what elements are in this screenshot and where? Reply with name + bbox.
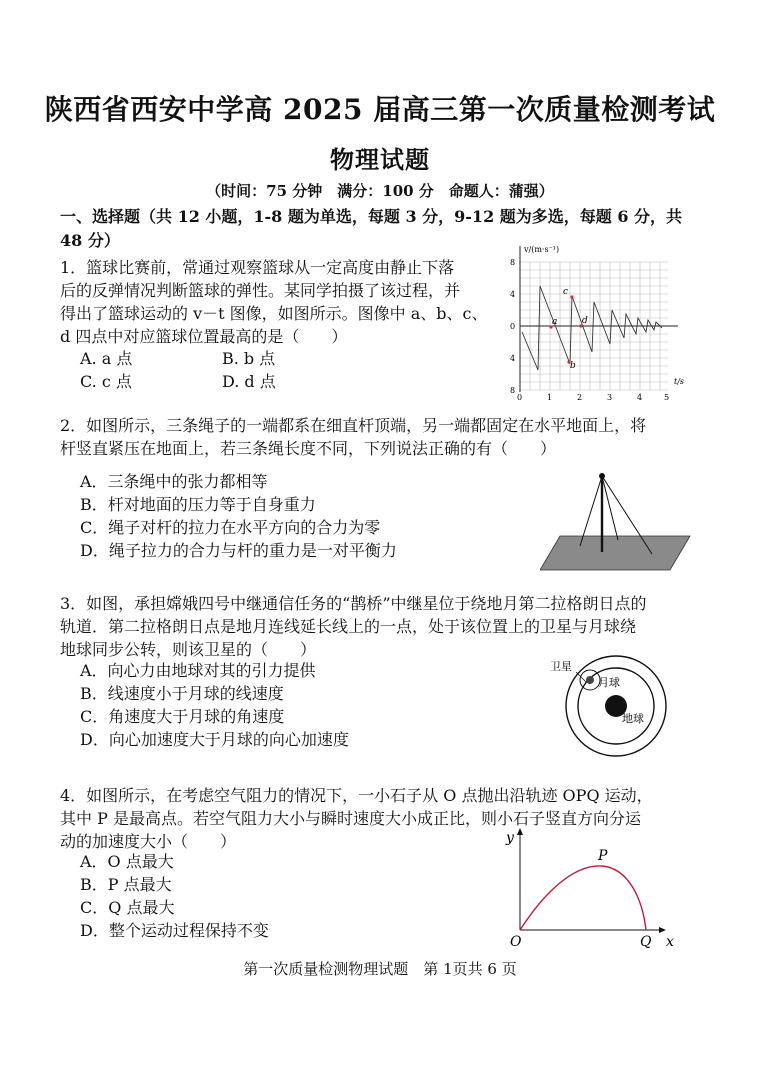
option-c[interactable]: C．Q 点最大 <box>80 898 175 917</box>
question-1 <box>60 256 487 348</box>
question-text-line: 杆竖直紧压在地面上，若三条绳长度不同，下列说法正确的有（ ） <box>60 439 557 458</box>
exam-meta: （时间：75 分钟 满分：100 分 命题人：蒲强） <box>206 182 554 200</box>
question-2 <box>60 414 646 460</box>
question-text-line: 轨道．第二拉格朗日点是地月连线延长线上的一点，处于该位置上的卫星与月球绕 <box>60 617 637 636</box>
option-d[interactable]: D．整个运动过程保持不变 <box>80 921 269 940</box>
section-heading-line: 一、选择题（共 12 小题，1-8 题为单选，每题 3 分，9-12 题为多选，每题 6 分，共 <box>60 207 683 226</box>
trajectory-curve <box>520 866 646 930</box>
graph-y-tick: 4 <box>510 354 516 363</box>
question-2-options <box>80 470 397 562</box>
question-text-line: 2．如图所示，三条绳子的一端都系在细直杆顶端，另一端都固定在水平地面上，将 <box>60 416 647 435</box>
option-a[interactable]: A. a 点 <box>80 349 133 368</box>
option-b[interactable]: B．线速度小于月球的线速度 <box>80 684 284 703</box>
question-text-line: d 四点中对应篮球位置最高的是（ ） <box>60 327 348 346</box>
page-footer: 第一次质量检测物理试题 第 1页共 6 页 <box>243 960 517 978</box>
option-d[interactable]: D．绳子拉力的合力与杆的重力是一对平衡力 <box>80 541 397 560</box>
graph-y-tick: 4 <box>510 290 516 299</box>
graph-x-tick: 0 <box>517 393 523 400</box>
graph-y-tick: 8 <box>510 258 516 267</box>
point-o-label: O <box>510 934 522 950</box>
satellite-pointer <box>576 672 586 682</box>
question-3-options <box>80 659 349 751</box>
option-c[interactable]: C．绳子对杆的拉力在水平方向的合力为零 <box>80 518 381 537</box>
question-text-line: 3．如图，承担嫦娥四号中继通信任务的“鹊桥”中继星位于绕地月第二拉格朗日点的 <box>60 594 647 613</box>
question-text-line: 后的反弹情况判断篮球的弹性。某同学拍摄了该过程，并 <box>60 281 461 300</box>
question-text-line: 1．篮球比赛前，常通过观察篮球从一定高度由静止下落 <box>60 258 455 277</box>
graph-x-tick: 1 <box>547 393 553 400</box>
question-text-line: 动的加速度大小（ ） <box>60 832 237 851</box>
y-axis-arrow <box>517 828 523 835</box>
graph-y-tick: 8 <box>510 386 516 395</box>
option-d[interactable]: D．向心加速度大于月球的向心加速度 <box>80 730 349 749</box>
question-3 <box>60 592 647 661</box>
option-c[interactable]: C．角速度大于月球的角速度 <box>80 707 285 726</box>
option-b[interactable]: B．P 点最大 <box>80 875 172 894</box>
y-axis-label: y <box>506 830 514 846</box>
graph-x-tick: 5 <box>664 393 670 400</box>
point-c-label: c <box>563 287 569 297</box>
graph-x-label: t/s <box>674 377 685 386</box>
graph-x-tick: 4 <box>637 393 643 400</box>
option-c[interactable]: C. c 点 <box>80 372 132 391</box>
question-text-line: 得出了篮球运动的 v－t 图像，如图所示。图像中 a、b、c、 <box>60 304 488 323</box>
x-axis-label: x <box>666 934 674 950</box>
point-d-label: d <box>582 316 588 326</box>
rope <box>580 476 602 546</box>
earth-label: 地球 <box>622 712 644 725</box>
moon-label: 月球 <box>598 676 620 689</box>
option-d[interactable]: D. d 点 <box>222 372 276 391</box>
point-b-label: b <box>570 361 576 371</box>
graph-x-tick: 3 <box>607 393 613 400</box>
question-text-line: 地球同步公转，则该卫星的（ ） <box>60 640 317 659</box>
exam-title: 陕西省西安中学高 2025 届高三第一次质量检测考试 <box>44 93 716 126</box>
graph-y-tick: 0 <box>510 322 516 331</box>
earth-moon-orbit-figure <box>548 652 698 762</box>
satellite-label: 卫星 <box>550 660 572 673</box>
ground-plane <box>540 536 690 570</box>
option-a[interactable]: A．向心力由地球对其的引力提供 <box>80 661 316 680</box>
pole-ropes-figure <box>540 466 700 574</box>
question-4-options <box>80 850 269 942</box>
trajectory-figure <box>502 826 682 950</box>
graph-y-label: v/(m·s⁻¹) <box>524 245 560 254</box>
option-a[interactable]: A．O 点最大 <box>80 852 174 871</box>
option-b[interactable]: B．杆对地面的压力等于自身重力 <box>80 495 316 514</box>
point-q-label: Q <box>640 934 652 950</box>
point-a-label: a <box>552 317 558 327</box>
question-text-line: 其中 P 是最高点。若空气阻力大小与瞬时速度大小成正比，则小石子竖直方向分运 <box>60 809 641 828</box>
subject-title: 物理试题 <box>330 145 430 174</box>
point-p-label: P <box>598 848 608 864</box>
question-text-line: 4．如图所示，在考虑空气阻力的情况下，一小石子从 O 点抛出沿轨迹 OPQ 运动， <box>60 786 653 805</box>
section-heading-line: 48 分） <box>60 231 120 250</box>
velocity-curve <box>522 286 662 370</box>
option-b[interactable]: B. b 点 <box>222 349 276 368</box>
option-a[interactable]: A．三条绳中的张力都相等 <box>80 472 268 491</box>
moon <box>586 676 594 684</box>
x-axis-arrow <box>659 927 666 933</box>
velocity-time-graph <box>500 240 700 400</box>
graph-x-tick: 2 <box>577 393 583 400</box>
rope <box>602 476 618 540</box>
